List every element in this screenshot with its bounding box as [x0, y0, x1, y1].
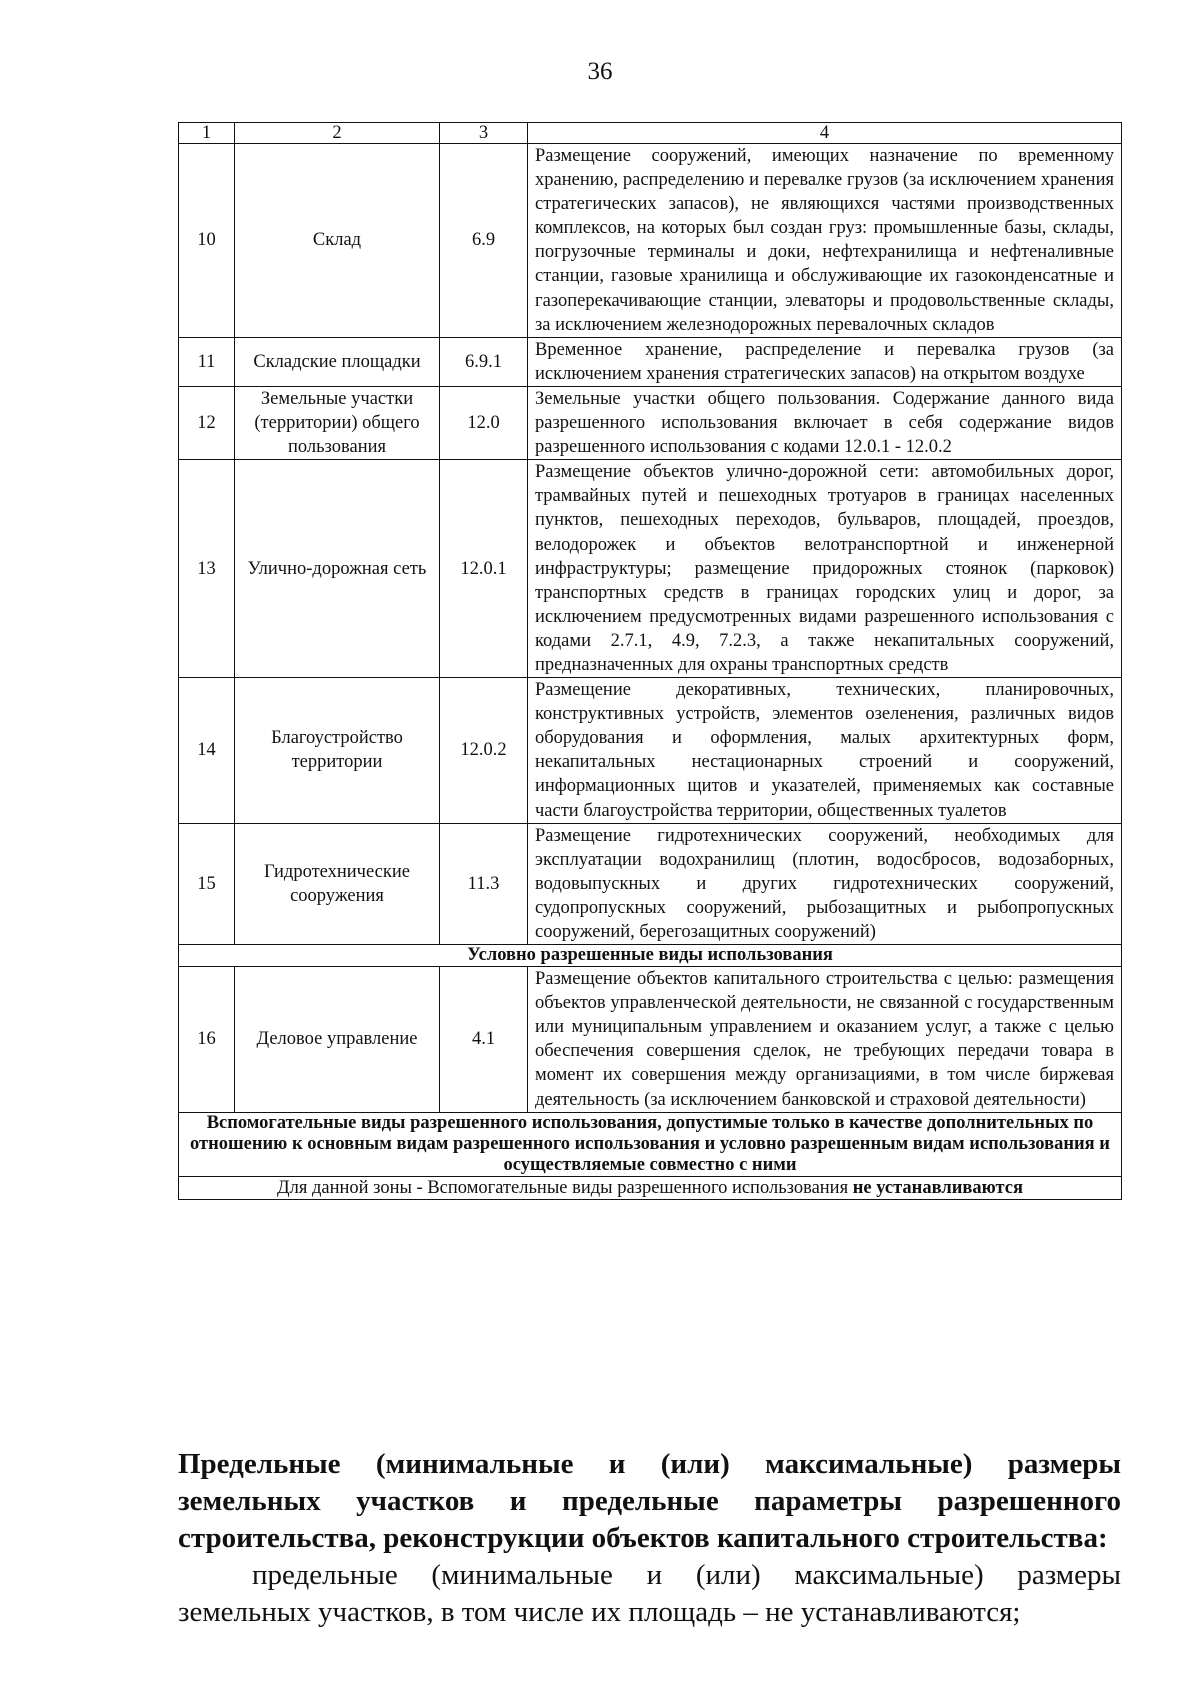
use-type-name: Благоустройство территории [235, 678, 440, 824]
use-type-code: 4.1 [440, 967, 528, 1113]
column-header: 4 [528, 123, 1122, 144]
auxiliary-note-text: Для данной зоны - Вспомогательные виды разрешенного использования [276, 1177, 853, 1198]
table-row [179, 460, 1122, 678]
use-type-name: Гидротехнические сооружения [235, 823, 440, 944]
row-number: 10 [179, 144, 235, 338]
table-row [179, 386, 1122, 459]
table-row [179, 144, 1122, 338]
use-type-code: 11.3 [440, 823, 528, 944]
section-row [179, 1112, 1122, 1176]
table-row [179, 823, 1122, 944]
use-type-description: Временное хранение, распределение и перевалка грузов (за исключением хранения стратегических запасов) на открытом воздухе [528, 337, 1122, 386]
table-row [179, 337, 1122, 386]
conditional-uses-title: Условно разрешенные виды использования [179, 945, 1122, 967]
column-header: 2 [235, 123, 440, 144]
section-row [179, 945, 1122, 967]
row-number: 14 [179, 678, 235, 824]
row-number: 15 [179, 823, 235, 944]
auxiliary-note-emphasis: не устанавливаются [852, 1177, 1024, 1198]
auxiliary-uses-note [179, 1176, 1122, 1199]
column-header: 1 [179, 123, 235, 144]
use-type-code: 12.0.1 [440, 460, 528, 678]
column-header: 3 [440, 123, 528, 144]
use-type-name: Склад [235, 144, 440, 338]
row-number: 11 [179, 337, 235, 386]
use-type-description: Земельные участки общего пользования. Содержание данного вида разрешенного использования включает в себя содержание видов разрешенного использования с кодами 12.0.1 - 12.0.2 [528, 386, 1122, 459]
use-type-description: Размещение декоративных, технических, планировочных, конструктивных устройств, элементов озеленения, различных видов оборудования и оформления, малых архитектурных форм, некапитальных нестационарных строений и сооружений, информационных щитов и указателей, применяемых как составные части благоустройства территории, общественных туалетов [528, 678, 1122, 824]
row-number: 16 [179, 967, 235, 1113]
permitted-use-table [178, 122, 1122, 1200]
use-type-name: Земельные участки (территории) общего пользования [235, 386, 440, 459]
table-row [179, 967, 1122, 1113]
use-type-name: Улично-дорожная сеть [235, 460, 440, 678]
use-type-code: 12.0.2 [440, 678, 528, 824]
page-number: 36 [587, 58, 613, 85]
body-paragraph [178, 1557, 1121, 1631]
use-type-description: Размещение сооружений, имеющих назначение по временному хранению, распределению и перевалке грузов (за исключением хранения стратегических запасов), не являющихся частями производственных комплексов, на которых был создан груз: промышленные базы, склады, погрузочные терминалы и доки, нефтехранилища и нефтеналивные станции, газовые хранилища и обслуживающие их газоконденсатные и газоперекачивающие станции, элеваторы и продовольственные склады, за исключением железнодорожных перевалочных складов [528, 144, 1122, 338]
section-heading: Предельные (минимальные и (или) максимальные) размеры земельных участков и предельные параметры разрешенного строительства, реконструкции объектов капитального строительства: [178, 1448, 1121, 1554]
use-type-code: 6.9 [440, 144, 528, 338]
use-type-name: Деловое управление [235, 967, 440, 1113]
table-row [179, 678, 1122, 824]
use-type-description: Размещение объектов улично-дорожной сети: автомобильных дорог, трамвайных путей и пешеходных тротуаров в границах населенных пунктов, пешеходных переходов, бульваров, площадей, проездов, велодорожек и объектов велотранспортной и инженерной инфраструктуры; размещение придорожных стоянок (парковок) транспортных средств в границах городских улиц и дорог, за исключением предусмотренных видами разрешенного использования с кодами 2.7.1, 4.9, 7.2.3, а также некапитальных сооружений, предназначенных для охраны транспортных средств [528, 460, 1122, 678]
note-row [179, 1176, 1122, 1199]
table-header-row [179, 123, 1122, 144]
paragraph-text: предельные (минимальные и (или) максимальные) размеры земельных участков, в том числе их площадь – не устанавливаются; [178, 1559, 1121, 1628]
use-type-code: 12.0 [440, 386, 528, 459]
auxiliary-uses-title: Вспомогательные виды разрешенного использования, допустимые только в качестве дополнительных по отношению к основным видам разрешенного использования и условно разрешенным видам использования и осуществляемые совместно с ними [179, 1112, 1122, 1176]
use-type-description: Размещение гидротехнических сооружений, необходимых для эксплуатации водохранилищ (плотин, водосбросов, водозаборных, водовыпускных и других гидротехнических сооружений, судопропускных сооружений, рыбозащитных и рыбопропускных сооружений, берегозащитных сооружений) [528, 823, 1122, 944]
row-number: 12 [179, 386, 235, 459]
use-type-code: 6.9.1 [440, 337, 528, 386]
use-type-description: Размещение объектов капитального строительства с целью: размещения объектов управленческой деятельности, не связанной с государственным или муниципальным управлением и оказанием услуг, а также с целью обеспечения совершения сделок, не требующих передачи товара в момент их совершения между организациями, в том числе биржевая деятельность (за исключением банковской и страховой деятельности) [528, 967, 1122, 1113]
row-number: 13 [179, 460, 235, 678]
use-type-name: Складские площадки [235, 337, 440, 386]
